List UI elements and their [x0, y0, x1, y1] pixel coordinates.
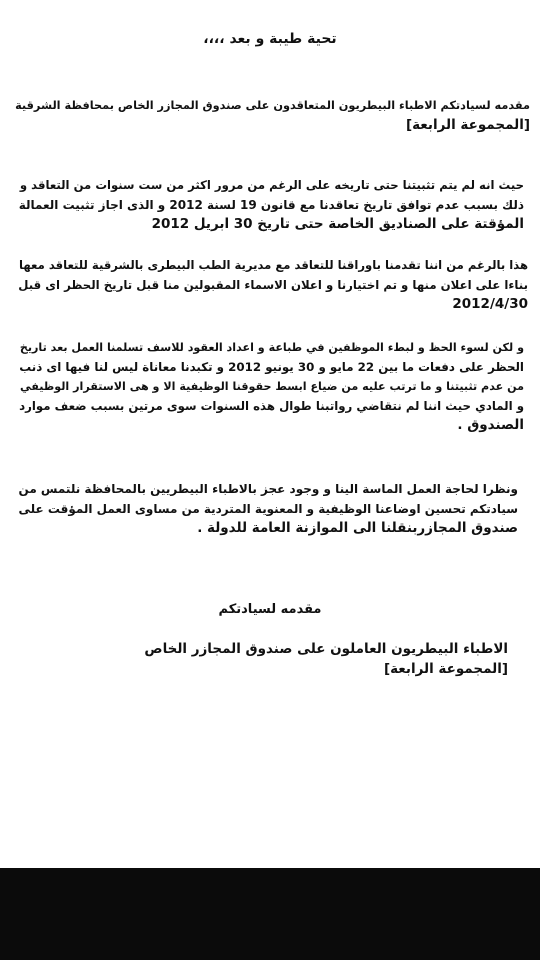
paragraph-line: الصندوق .: [457, 417, 524, 433]
paragraph-line: من عدم تثبيتنا و ما ترتب عليه من ضياع ابسط حقوقنا الوظيفية الا و هى الاستقرار الوظيفي: [20, 380, 524, 393]
paragraph-line: ذلك بسبب عدم توافق تاريخ تعاقدنا مع قانون 19 لسنة 2012 و الذى اجاز تثبيت العمالة: [18, 197, 524, 212]
paragraph-line: 2012/4/30: [452, 296, 528, 312]
paragraph-line: هذا بالرغم من اننا تقدمنا باوراقنا للتعاقد مع مديرية الطب البيطرى بالشرقية للتعاقد معها: [19, 258, 528, 272]
letter-closing: مقدمه لسيادتكم: [218, 602, 322, 617]
paragraph-line: صندوق المجازربنقلنا الى الموازنة العامة للدولة .: [197, 520, 518, 536]
paragraph-line: حيث انه لم يتم تثبيتنا حتى تاريخه على الرغم من مرور اكثر من ست سنوات من التعاقد و: [19, 178, 524, 192]
intro-line: مقدمه لسيادتكم الاطباء البيطريون المتعاقدون على صندوق المجازر الخاص بمحافظة الشرقية: [15, 99, 530, 112]
paragraph-1: [14, 176, 524, 235]
paragraph-line: و لكن لسوء الحظ و لبطء الموظفين في طباعة و اعداد العقود للاسف تسلمنا العمل بعد تاريخ: [19, 341, 524, 354]
paragraph-3: [14, 338, 524, 436]
letter-signature: [18, 640, 508, 679]
letter-greeting: تحية طيبة و بعد ،،،،: [203, 31, 337, 47]
paragraph-line: و المادي حيث اننا لم نتقاضي رواتبنا طوال هذه السنوات سوى مرتين بسبب ضعف موارد: [19, 398, 524, 413]
paragraph-line: بناءا على اعلان منها و تم اختيارنا و اعلان الاسماء المقبولين منا قبل تاريخ الحظر اى قبل: [18, 277, 528, 292]
paragraph-line: المؤقتة على الصناديق الخاصة حتى تاريخ 30 ابريل 2012: [151, 216, 524, 232]
paragraph-4: [13, 480, 518, 539]
paragraph-line: سيادتكم تحسين اوضاعنا الوظيفية و المعنوية المتردية من مساوى العمل المؤقت على: [18, 501, 518, 516]
paragraph-line: الحظر على دفعات ما بين 22 مايو و 30 يونيو 2012 و تكبدنا معاناة ليس لنا فيها اى ذنب: [19, 359, 524, 374]
intro-line: [المجموعة الرابعة]: [405, 116, 530, 133]
letter-intro: [10, 96, 530, 135]
dark-footer-bar: [0, 868, 540, 960]
signature-line: الاطباء البيطريون العاملون على صندوق المجازر الخاص: [144, 641, 508, 657]
paragraph-2: [13, 256, 528, 315]
signature-line: [المجموعة الرابعة]: [383, 660, 508, 677]
paragraph-line: ونظرا لحاجة العمل الماسة الينا و وجود عجز بالاطباء البيطريين بالمحافظة نلتمس من: [18, 482, 518, 496]
